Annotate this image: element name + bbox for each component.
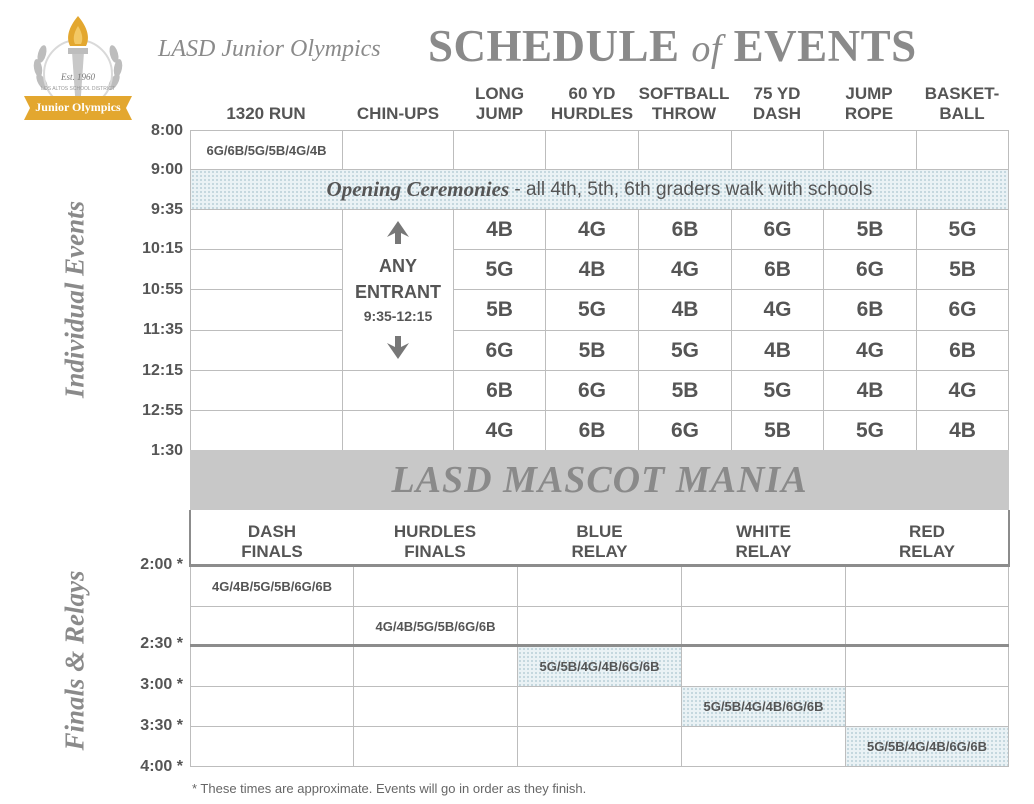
time-label: 10:15	[142, 240, 183, 257]
title-of: of	[691, 28, 722, 70]
empty-cell	[342, 410, 454, 451]
empty-cell	[845, 566, 1009, 607]
header-line: RELAY	[735, 542, 792, 561]
grid-cell: 4G	[545, 209, 639, 250]
header-long-jump	[454, 84, 545, 124]
time-label: 2:00 *	[140, 556, 183, 573]
logo-banner-text: Junior Olympics	[35, 100, 121, 114]
header-line: HURDLES	[393, 522, 477, 541]
chinups-line-1: ANY	[378, 256, 417, 276]
grid-cell: 5B	[545, 330, 639, 371]
header-jump-rope	[823, 84, 915, 124]
empty-cell	[353, 566, 518, 607]
header-line: BLUE	[576, 522, 623, 541]
separator-230pm	[190, 644, 1009, 647]
empty-cell	[823, 130, 917, 170]
grid-cell: 5G	[638, 330, 732, 371]
empty-cell	[190, 289, 343, 331]
grid-cell: 4B	[638, 289, 732, 331]
grid-cell: 4B	[545, 249, 639, 290]
time-label: 3:00 *	[140, 676, 183, 693]
header-line: RED	[909, 522, 945, 541]
header-basketball	[916, 84, 1008, 124]
grid-cell: 4G	[731, 289, 824, 331]
header-line: 75 YD	[753, 84, 801, 103]
finals-header-left-border	[189, 510, 191, 567]
white-relay-cell: 5G/5B/4G/4B/6G/6B	[681, 686, 846, 727]
junior-olympics-logo	[22, 12, 134, 124]
empty-cell	[190, 249, 343, 290]
header-line: THROW	[651, 104, 717, 123]
header-hurdles-finals	[353, 522, 517, 562]
time-label: 9:00	[150, 161, 183, 178]
header-60yd-hurdles	[546, 84, 638, 124]
header-line: WHITE	[736, 522, 791, 541]
grid-cell: 4G	[453, 410, 546, 451]
opening-ceremonies-title: Opening Ceremonies	[326, 177, 510, 201]
grid-cell: 6B	[731, 249, 824, 290]
time-label: 10:55	[142, 281, 183, 298]
time-label: 9:35	[150, 201, 183, 218]
grid-cell: 6B	[638, 209, 732, 250]
empty-cell	[517, 606, 682, 647]
time-label: 8:00	[150, 122, 183, 139]
header-chin-ups	[343, 104, 453, 124]
red-relay-cell: 5G/5B/4G/4B/6G/6B	[845, 726, 1009, 767]
empty-cell	[681, 566, 846, 607]
grid-cell: 6B	[545, 410, 639, 451]
empty-cell	[190, 726, 354, 767]
grid-cell: 5G	[916, 209, 1009, 250]
dash-finals-cell: 4G/4B/5G/5B/6G/6B	[190, 566, 354, 607]
header-white-relay	[682, 522, 845, 562]
empty-cell	[190, 410, 343, 451]
side-label-individual: Individual Events	[59, 200, 90, 399]
logo-est-text: Est. 1960	[60, 72, 95, 82]
grid-cell: 5G	[453, 249, 546, 290]
grid-cell: 5G	[545, 289, 639, 331]
empty-cell	[845, 606, 1009, 647]
header-blue-relay	[518, 522, 681, 562]
header-red-relay	[846, 522, 1008, 562]
chinups-line-2: ENTRANT	[355, 282, 441, 302]
chinups-line-3: 9:35-12:15	[363, 308, 433, 324]
grid-cell: 5B	[823, 209, 917, 250]
empty-cell	[517, 566, 682, 607]
header-line: JUMP	[845, 84, 893, 103]
empty-cell	[353, 686, 518, 727]
header-75yd-dash	[731, 84, 823, 124]
grid-cell: 5G	[823, 410, 917, 451]
empty-cell	[845, 686, 1009, 727]
blue-relay-cell: 5G/5B/4G/4B/6G/6B	[517, 646, 682, 687]
grid-cell: 4G	[638, 249, 732, 290]
run-8am-cell: 6G/6B/5G/5B/4G/4B	[190, 130, 343, 170]
header-line: FINALS	[404, 542, 466, 561]
header-line: JUMP	[475, 104, 524, 123]
header-line: FINALS	[241, 542, 303, 561]
empty-cell	[638, 130, 732, 170]
header-line: CHIN-UPS	[356, 104, 440, 123]
hurdles-finals-cell: 4G/4B/5G/5B/6G/6B	[353, 606, 518, 647]
time-label: 3:30 *	[140, 717, 183, 734]
header-line: SOFTBALL	[638, 84, 730, 103]
grid-cell: 5B	[916, 249, 1009, 290]
empty-cell	[681, 606, 846, 647]
empty-cell	[190, 646, 354, 687]
arrow-up-icon	[385, 219, 411, 245]
grid-cell: 4B	[916, 410, 1009, 451]
empty-cell	[681, 646, 846, 687]
header-line: RELAY	[898, 542, 956, 561]
logo-ring-text: LOS ALTOS SCHOOL DISTRICT	[41, 86, 115, 92]
grid-cell: 5G	[731, 370, 824, 411]
header-1320-run	[190, 104, 342, 124]
header-line: BALL	[939, 104, 985, 123]
header-line: 1320 RUN	[226, 104, 306, 123]
time-label: 4:00 *	[140, 758, 183, 775]
header-line: RELAY	[571, 542, 628, 561]
footnote: * These times are approximate. Events will go in order as they finish.	[192, 781, 587, 796]
grid-cell: 4B	[453, 209, 546, 250]
header-line: ROPE	[844, 104, 894, 123]
title-events: EVENTS	[733, 21, 917, 71]
grid-cell: 6G	[453, 330, 546, 371]
grid-cell: 4B	[823, 370, 917, 411]
chinups-any-entrant-block	[342, 209, 454, 371]
header-line: 60 YD	[568, 84, 616, 103]
empty-cell	[190, 209, 343, 250]
header-line: LONG	[474, 84, 525, 103]
grid-cell: 6B	[453, 370, 546, 411]
grid-cell: 6G	[823, 249, 917, 290]
grid-cell: 4B	[731, 330, 824, 371]
separator-2pm	[190, 564, 1009, 567]
time-label: 11:35	[142, 321, 183, 338]
empty-cell	[190, 686, 354, 727]
mascot-mania-band: LASD MASCOT MANIA	[190, 450, 1009, 510]
empty-cell	[731, 130, 824, 170]
empty-cell	[517, 686, 682, 727]
time-label: 12:15	[142, 362, 183, 379]
grid-cell: 6G	[638, 410, 732, 451]
grid-cell: 6G	[545, 370, 639, 411]
side-label-finals: Finals & Relays	[59, 570, 90, 751]
grid-cell: 4G	[916, 370, 1009, 411]
empty-cell	[517, 726, 682, 767]
empty-cell	[190, 330, 343, 371]
header-line: DASH	[752, 104, 802, 123]
grid-cell: 6G	[731, 209, 824, 250]
grid-cell: 5B	[453, 289, 546, 331]
empty-cell	[190, 606, 354, 647]
empty-cell	[545, 130, 639, 170]
opening-ceremonies-band	[190, 169, 1009, 210]
title-schedule: SCHEDULE	[428, 21, 680, 71]
empty-cell	[916, 130, 1009, 170]
grid-cell: 5B	[731, 410, 824, 451]
header-softball-throw	[638, 84, 730, 124]
time-label: 12:55	[142, 402, 183, 419]
opening-ceremonies-note: - all 4th, 5th, 6th graders walk with schools	[509, 178, 873, 200]
empty-cell	[342, 130, 454, 170]
time-label: 2:30 *	[140, 635, 183, 652]
grid-cell: 6B	[823, 289, 917, 331]
title-subtitle: LASD Junior Olympics	[158, 36, 381, 62]
time-label: 1:30	[150, 442, 183, 459]
empty-cell	[342, 370, 454, 411]
grid-cell: 4G	[823, 330, 917, 371]
grid-cell: 5B	[638, 370, 732, 411]
empty-cell	[353, 726, 518, 767]
empty-cell	[681, 726, 846, 767]
empty-cell	[845, 646, 1009, 687]
page-title	[428, 20, 917, 72]
header-line: DASH	[247, 522, 297, 541]
empty-cell	[190, 370, 343, 411]
header-line: HURDLES	[550, 104, 634, 123]
empty-cell	[353, 646, 518, 687]
arrow-down-icon	[385, 335, 411, 361]
finals-header-right-border	[1008, 510, 1010, 567]
header-line: BASKET-	[924, 84, 1000, 103]
grid-cell: 6G	[916, 289, 1009, 331]
grid-cell: 6B	[916, 330, 1009, 371]
empty-cell	[453, 130, 546, 170]
header-dash-finals	[192, 522, 352, 562]
